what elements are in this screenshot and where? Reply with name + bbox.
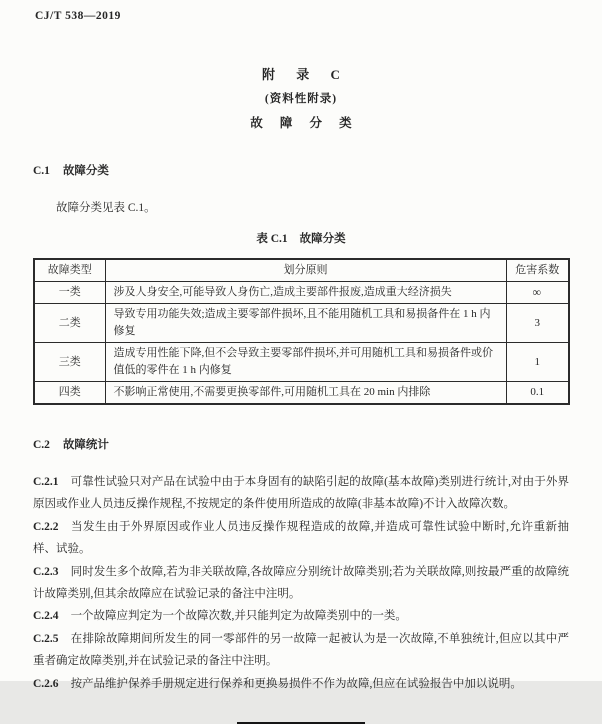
section-c2-title: 故障统计 — [62, 439, 109, 451]
cell-fault-type: 四类 — [34, 382, 105, 405]
clause-text: 在排除故障期间所发生的同一零部件的另一故障一起被认为是一次故障,不单独统计,但应以其中严重者确定故障类别,并在试验记录的备注中注明。 — [33, 632, 569, 668]
appendix-heading: 故 障 分 类 — [250, 116, 359, 130]
cell-coefficient: ∞ — [506, 282, 569, 304]
appendix-subtitle: (资料性附录) — [264, 93, 338, 105]
cell-fault-type: 一类 — [34, 282, 105, 304]
header-principle: 划分原则 — [105, 259, 506, 282]
section-c1-heading — [33, 162, 569, 178]
cell-principle: 造成专用性能下降,但不会导致主要零部件损坏,并可用随机工具和易损备件或价值低的零件在 1 h 内修复 — [105, 343, 506, 382]
cell-principle: 不影响正常使用,不需要更换零部件,可用随机工具在 20 min 内排除 — [105, 382, 506, 405]
clause-text: 按产品维护保养手册规定进行保养和更换易损件不作为故障,但应在试验报告中加以说明。 — [70, 677, 522, 690]
section-c2-body — [33, 471, 569, 695]
clause-paragraph — [33, 471, 569, 516]
cell-principle: 导致专用功能失效;造成主要零部件损坏,且不能用随机工具和易损备件在 1 h 内修复 — [105, 304, 506, 343]
standard-number: CJ/T 538—2019 — [35, 10, 121, 22]
clause-paragraph — [33, 628, 569, 673]
clause-paragraph — [33, 516, 569, 561]
table-row — [34, 382, 569, 405]
table-row — [34, 343, 569, 382]
clause-text: 一个故障应判定为一个故障次数,并只能判定为故障类别中的一类。 — [70, 610, 407, 623]
clause-paragraph — [33, 605, 569, 627]
table-row — [34, 304, 569, 343]
clause-number: C.2.1 — [33, 476, 59, 488]
section-c2-number: C.2 — [33, 439, 50, 451]
section-c2-heading — [33, 436, 569, 452]
clause-number: C.2.6 — [33, 677, 59, 690]
section-c1-number: C.1 — [33, 165, 50, 177]
header-coefficient: 危害系数 — [506, 259, 569, 282]
clause-text: 同时发生多个故障,若为非关联故障,各故障应分别统计故障类别;若为关联故障,则按最严重的故障统计故障类别,但其余故障应在试验记录的备注中注明。 — [33, 565, 569, 601]
clause-number: C.2.2 — [33, 520, 59, 533]
table-caption-title: 故障分类 — [299, 233, 346, 245]
cell-coefficient: 1 — [506, 343, 569, 382]
cell-coefficient: 0.1 — [506, 382, 569, 405]
section-c1-title: 故障分类 — [62, 165, 109, 177]
table-row — [34, 282, 569, 304]
clause-paragraph — [33, 673, 569, 695]
cell-fault-type: 三类 — [34, 343, 105, 382]
table-caption-number: 表 C.1 — [256, 233, 288, 245]
cell-fault-type: 二类 — [34, 304, 105, 343]
table-caption — [33, 230, 569, 246]
clause-number: C.2.4 — [33, 610, 59, 623]
clause-text: 可靠性试验只对产品在试验中由于本身固有的缺陷引起的故障(基本故障)类别进行统计,对由于外界原因或作业人员违反操作规程,不按规定的条件使用所造成的故障(非基本故障)不计入故障次数。 — [33, 476, 569, 511]
header-fault-type: 故障类型 — [34, 259, 105, 282]
clause-paragraph — [33, 561, 569, 606]
appendix-title: 附 录 C — [262, 67, 349, 82]
clause-number: C.2.3 — [33, 565, 59, 578]
clause-number: C.2.5 — [33, 632, 59, 645]
cell-principle: 涉及人身安全,可能导致人身伤亡,造成主要部件报废,造成重大经济损失 — [105, 282, 506, 304]
fault-classification-table — [33, 258, 570, 405]
clause-text: 当发生由于外界原因或作业人员违反操作规程造成的故障,并造成可靠性试验中断时,允许重新抽样、试验。 — [33, 520, 569, 556]
table-header-row — [34, 259, 569, 282]
cell-coefficient: 3 — [506, 304, 569, 343]
section-c1-intro: 故障分类见表 C.1。 — [56, 202, 156, 214]
